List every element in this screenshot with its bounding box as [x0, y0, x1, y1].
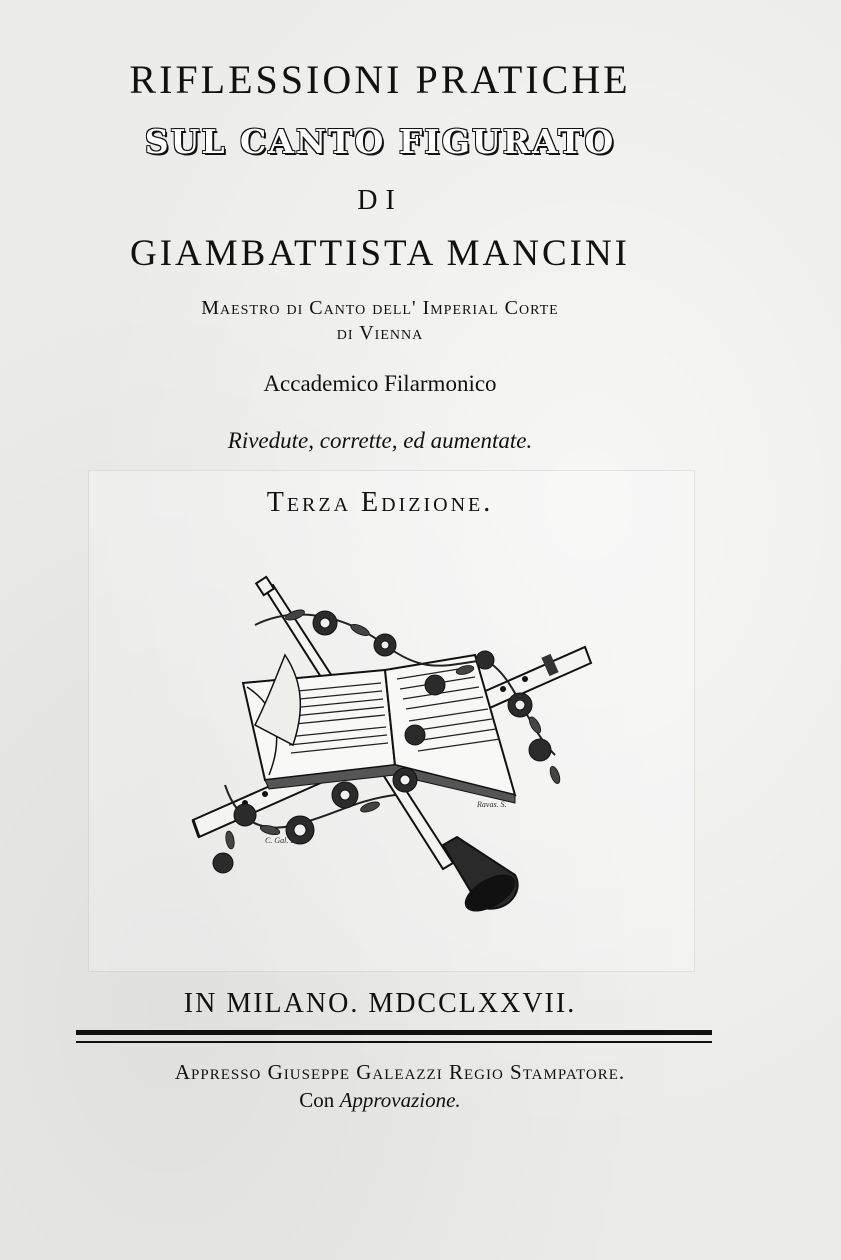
academy-line: Accademico Filarmonico — [263, 371, 497, 396]
publisher-line: Appresso Giuseppe Galeazzi Regio Stampatore. — [174, 1060, 626, 1084]
engraver-signature-right: Ravas. S. — [477, 800, 507, 809]
author-position-1: Maestro di Canto dell' Imperial Corte — [201, 297, 559, 319]
title-line-1: RIFLESSIONI PRATICHE — [129, 57, 631, 102]
title-line-2: SUL CANTO FIGURATO — [144, 122, 616, 161]
engraver-signature-left: C. Gal. D. — [265, 836, 299, 845]
revision-line: Rivedute, corrette, ed aumentate. — [227, 428, 533, 453]
title-line-3: DI — [357, 185, 403, 216]
author-position-2: di Vienna — [336, 322, 424, 344]
approval-line — [0, 1088, 760, 1113]
edition-line: Terza Edizione. — [266, 487, 494, 518]
approval-prefix: Con — [299, 1088, 335, 1112]
imprint-place-date: IN MILANO. MDCCLXXVII. — [183, 988, 577, 1019]
music-score-icon — [243, 655, 515, 803]
vignette-engraving — [185, 575, 605, 925]
double-rule-thin — [76, 1041, 712, 1043]
author-name: GIAMBATTISTA MANCINI — [129, 233, 630, 274]
double-rule-thick — [76, 1030, 712, 1035]
approval-word: Approvazione. — [339, 1088, 461, 1112]
